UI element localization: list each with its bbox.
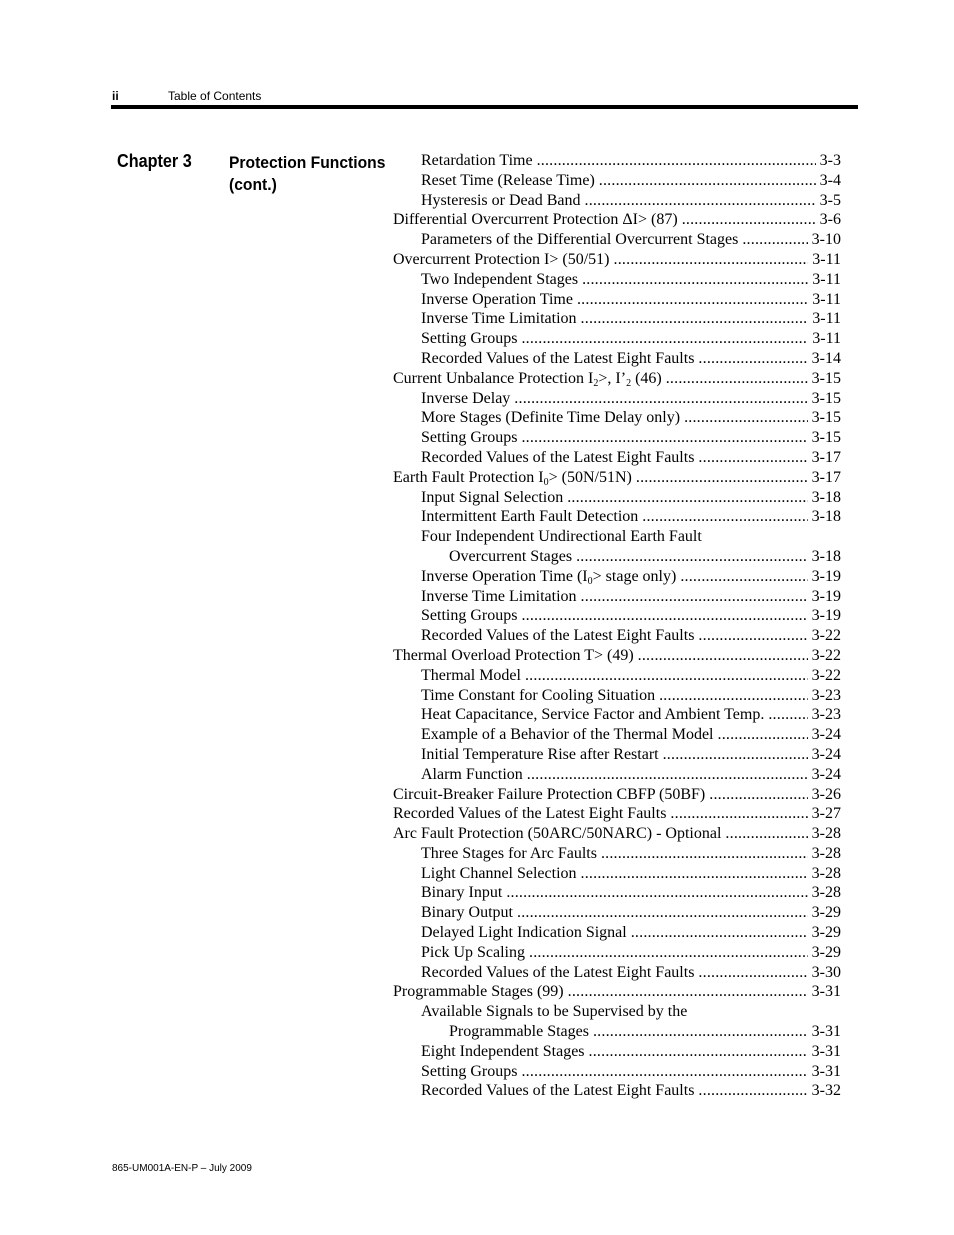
toc-entry-page: 3-19 xyxy=(811,567,841,585)
toc-entry-title: Reset Time (Release Time) xyxy=(421,171,595,189)
toc-dot-leader xyxy=(725,824,807,844)
toc-entry[interactable] xyxy=(393,606,841,626)
toc-dot-leader xyxy=(581,864,808,884)
toc-entry-title: Initial Temperature Rise after Restart xyxy=(421,745,659,763)
toc-entry-page: 3-15 xyxy=(811,429,841,447)
toc-dot-leader xyxy=(698,963,807,983)
toc-dot-leader xyxy=(698,626,807,646)
toc-entry-page: 3-4 xyxy=(819,171,841,189)
toc-entry-page: 3-18 xyxy=(811,488,841,506)
toc-entry-page: 3-3 xyxy=(819,152,841,169)
toc-entry[interactable] xyxy=(393,171,841,191)
toc-entry-title: Inverse Operation Time ($I_0>$ stage only) xyxy=(421,567,677,587)
toc-entry[interactable] xyxy=(393,1002,841,1022)
toc-entry-title: Differential Overcurrent Protection ΔI> (87) xyxy=(393,211,678,229)
toc-entry-title: Available Signals to be Supervised by the xyxy=(421,1003,688,1021)
toc-entry-title: Four Independent Undirectional Earth Fault xyxy=(421,528,702,546)
toc-entry-title: Arc Fault Protection (50ARC/50NARC) - Optional xyxy=(393,825,722,843)
toc-entry[interactable] xyxy=(393,309,841,329)
toc-entry-page: 3-19 xyxy=(811,607,841,625)
toc-entry-page: 3-31 xyxy=(811,1042,841,1060)
toc-entry-title: Input Signal Selection xyxy=(421,488,564,506)
toc-entry-title: Heat Capacitance, Service Factor and Ambient Temp. xyxy=(421,706,765,724)
toc-entry-title: Thermal Overload Protection T> (49) xyxy=(393,646,634,664)
toc-dot-leader xyxy=(577,290,808,310)
toc-entry-page: 3-26 xyxy=(811,785,841,803)
toc-entry-page: 3-11 xyxy=(812,250,841,268)
toc-entry[interactable] xyxy=(393,943,841,963)
toc-entry[interactable] xyxy=(393,567,841,587)
toc-entry-title: Example of a Behavior of the Thermal Model xyxy=(421,726,714,744)
toc-entry-title: Binary Input xyxy=(421,884,503,902)
header-page-number: ii xyxy=(112,89,119,103)
toc-dot-leader xyxy=(601,844,808,864)
toc-dot-leader xyxy=(680,567,807,587)
toc-entry-page: 3-6 xyxy=(819,211,841,229)
toc-dot-leader xyxy=(593,1022,808,1042)
toc-dot-leader xyxy=(521,329,808,349)
toc-entry-page: 3-15 xyxy=(811,369,841,387)
toc-entry-page: 3-31 xyxy=(811,1023,841,1041)
toc-entry-page: 3-18 xyxy=(811,508,841,526)
toc-entry-page: 3-27 xyxy=(811,805,841,823)
toc-entry[interactable] xyxy=(393,626,841,646)
toc-entry[interactable] xyxy=(393,428,841,448)
header-rule xyxy=(111,105,858,109)
toc-entry[interactable] xyxy=(393,804,841,824)
toc-entry[interactable] xyxy=(393,230,841,250)
toc-entry-page: 3-24 xyxy=(811,765,841,783)
toc-entry[interactable] xyxy=(393,982,841,1002)
toc-entry-title: Circuit-Breaker Failure Protection CBFP (50BF) xyxy=(393,785,706,803)
toc-entry[interactable] xyxy=(393,923,841,943)
toc-entry-title: Recorded Values of the Latest Eight Faults xyxy=(421,963,695,981)
toc-entry-title: Alarm Function xyxy=(421,765,523,783)
toc-entry-title: Recorded Values of the Latest Eight Faults xyxy=(421,448,695,466)
toc-entry-title: Parameters of the Differential Overcurrent Stages xyxy=(421,231,739,249)
toc-entry[interactable] xyxy=(393,527,841,547)
toc-entry-title: Current Unbalance Protection $I_2>$, $I’_2$ (46) xyxy=(393,369,662,389)
toc-entry-title: Eight Independent Stages xyxy=(421,1042,585,1060)
toc-entry-title: Intermittent Earth Fault Detection xyxy=(421,508,639,526)
toc-entry-title: Setting Groups xyxy=(421,429,518,447)
toc-dot-leader xyxy=(768,705,807,725)
toc-entry-title: Recorded Values of the Latest Eight Faults xyxy=(421,627,695,645)
toc-entry-page: 3-15 xyxy=(811,389,841,407)
toc-entry-page: 3-31 xyxy=(811,983,841,1001)
toc-dot-leader xyxy=(521,428,807,448)
toc-entry-page: 3-18 xyxy=(811,547,841,565)
toc-entry[interactable] xyxy=(393,705,841,725)
toc-entry-page: 3-32 xyxy=(811,1082,841,1100)
toc-entry-page: 3-29 xyxy=(811,943,841,961)
toc-entry-title: Inverse Operation Time xyxy=(421,290,573,308)
toc-dot-leader xyxy=(537,151,816,171)
toc-dot-leader xyxy=(659,686,808,706)
toc-entry-title: Thermal Model xyxy=(421,666,521,684)
toc-entry-title: Programmable Stages (99) xyxy=(393,983,564,1001)
toc-entry[interactable] xyxy=(393,1062,841,1082)
toc-dot-leader xyxy=(666,369,808,389)
toc-entry-title: Setting Groups xyxy=(421,607,518,625)
toc-entry[interactable] xyxy=(393,883,841,903)
toc-entry[interactable] xyxy=(393,1081,841,1101)
toc-entry-page: 3-24 xyxy=(811,726,841,744)
toc-dot-leader xyxy=(581,587,808,607)
toc-entry-page: 3-22 xyxy=(811,646,841,664)
toc-entry-title: Setting Groups xyxy=(421,1062,518,1080)
footer-publication: 865-UM001A-EN-P – July 2009 xyxy=(112,1163,252,1174)
toc-dot-leader xyxy=(642,507,807,527)
toc-entry-page: 3-11 xyxy=(812,330,841,348)
toc-entry-page: 3-17 xyxy=(811,468,841,486)
toc-entry[interactable] xyxy=(393,191,841,211)
toc-entry-title: Hysteresis or Dead Band xyxy=(421,191,581,209)
chapter-label: Chapter 3 xyxy=(117,151,192,171)
toc-entry[interactable] xyxy=(393,824,841,844)
toc-entry[interactable] xyxy=(393,864,841,884)
toc-entry-page: 3-17 xyxy=(811,448,841,466)
toc-dot-leader xyxy=(599,171,816,191)
toc-entry[interactable] xyxy=(393,389,841,409)
toc-dot-leader xyxy=(684,408,808,428)
toc-entry[interactable] xyxy=(393,844,841,864)
toc-dot-leader xyxy=(742,230,807,250)
toc-entry[interactable] xyxy=(393,270,841,290)
toc-dot-leader xyxy=(698,1081,807,1101)
toc-entry-title: Programmable Stages xyxy=(449,1023,589,1041)
toc-entry[interactable] xyxy=(393,349,841,369)
toc-dot-leader xyxy=(709,785,807,805)
section-title: Protection Functions (cont.) xyxy=(229,153,386,194)
toc-entry-page: 3-22 xyxy=(811,666,841,684)
toc-entry-title: Binary Output xyxy=(421,904,513,922)
toc-dot-leader xyxy=(614,250,809,270)
table-of-contents xyxy=(393,151,841,1101)
toc-entry-page: 3-29 xyxy=(811,904,841,922)
toc-dot-leader xyxy=(529,943,808,963)
toc-entry-title: More Stages (Definite Time Delay only) xyxy=(421,409,681,427)
toc-entry-page: 3-24 xyxy=(811,745,841,763)
toc-entry-title: Earth Fault Protection $I_0> (50N/51N)$ xyxy=(393,468,632,488)
header-running-title: Table of Contents xyxy=(168,89,262,103)
toc-dot-leader xyxy=(698,448,807,468)
toc-dot-leader xyxy=(682,210,816,230)
toc-entry[interactable] xyxy=(393,785,841,805)
toc-entry-title: Overcurrent Stages xyxy=(449,547,573,565)
toc-entry-title: Retardation Time xyxy=(421,152,533,169)
toc-entry-page: 3-15 xyxy=(811,409,841,427)
toc-entry[interactable] xyxy=(393,666,841,686)
toc-entry-page: 3-14 xyxy=(811,349,841,367)
toc-entry-page: 3-5 xyxy=(819,191,841,209)
toc-dot-leader xyxy=(663,745,808,765)
toc-dot-leader xyxy=(589,1042,808,1062)
toc-entry[interactable] xyxy=(393,903,841,923)
toc-entry[interactable] xyxy=(393,468,841,488)
toc-entry-title: Time Constant for Cooling Situation xyxy=(421,686,656,704)
toc-entry[interactable] xyxy=(393,963,841,983)
toc-dot-leader xyxy=(521,1062,807,1082)
toc-entry-title: Recorded Values of the Latest Eight Faults xyxy=(421,1082,695,1100)
toc-dot-leader xyxy=(636,468,808,488)
toc-entry[interactable] xyxy=(393,1042,841,1062)
toc-entry-page: 3-28 xyxy=(811,825,841,843)
toc-entry-title: Delayed Light Indication Signal xyxy=(421,924,627,942)
toc-entry-title: Light Channel Selection xyxy=(421,864,577,882)
toc-entry-title: Three Stages for Arc Faults xyxy=(421,844,597,862)
toc-entry[interactable] xyxy=(393,646,841,666)
toc-entry-title: Pick Up Scaling xyxy=(421,943,525,961)
toc-entry[interactable] xyxy=(393,151,841,171)
toc-entry-page: 3-28 xyxy=(811,884,841,902)
toc-dot-leader xyxy=(576,547,808,567)
toc-dot-leader xyxy=(718,725,808,745)
toc-entry[interactable] xyxy=(393,290,841,310)
toc-dot-leader xyxy=(521,606,807,626)
toc-entry[interactable] xyxy=(393,250,841,270)
toc-dot-leader xyxy=(525,666,808,686)
toc-dot-leader xyxy=(585,191,816,211)
toc-entry[interactable] xyxy=(393,587,841,607)
toc-entry-page: 3-11 xyxy=(812,270,841,288)
toc-dot-leader xyxy=(567,488,807,508)
toc-dot-leader xyxy=(581,309,809,329)
toc-entry-page: 3-23 xyxy=(811,686,841,704)
toc-entry-page: 3-11 xyxy=(812,290,841,308)
toc-dot-leader xyxy=(506,883,807,903)
toc-entry-title: Inverse Time Limitation xyxy=(421,310,577,328)
toc-dot-leader xyxy=(568,982,808,1002)
toc-entry[interactable] xyxy=(393,686,841,706)
toc-entry-page: 3-28 xyxy=(811,844,841,862)
toc-entry-title: Two Independent Stages xyxy=(421,270,579,288)
toc-entry-page: 3-10 xyxy=(811,231,841,249)
toc-entry[interactable] xyxy=(393,745,841,765)
toc-entry-page: 3-22 xyxy=(811,627,841,645)
toc-entry[interactable] xyxy=(393,507,841,527)
toc-entry-title: Inverse Delay xyxy=(421,389,511,407)
toc-dot-leader xyxy=(527,765,808,785)
toc-entry-title: Overcurrent Protection I> (50/51) xyxy=(393,250,610,268)
toc-entry[interactable] xyxy=(393,488,841,508)
toc-dot-leader xyxy=(698,349,807,369)
toc-entry-title: Inverse Time Limitation xyxy=(421,587,577,605)
toc-entry-title: Recorded Values of the Latest Eight Faults xyxy=(421,349,695,367)
toc-dot-leader xyxy=(670,804,807,824)
toc-entry-page: 3-19 xyxy=(811,587,841,605)
toc-entry[interactable] xyxy=(393,210,841,230)
toc-entry-page: 3-28 xyxy=(811,864,841,882)
toc-entry[interactable] xyxy=(393,448,841,468)
toc-entry-page: 3-23 xyxy=(811,706,841,724)
toc-entry-title: Recorded Values of the Latest Eight Faults xyxy=(393,805,667,823)
toc-entry-page: 3-30 xyxy=(811,963,841,981)
toc-dot-leader xyxy=(514,389,807,409)
toc-dot-leader xyxy=(517,903,808,923)
toc-entry-page: 3-29 xyxy=(811,924,841,942)
toc-entry-page: 3-11 xyxy=(812,310,841,328)
toc-dot-leader xyxy=(631,923,808,943)
toc-entry[interactable] xyxy=(393,1022,841,1042)
toc-entry[interactable] xyxy=(393,547,841,567)
toc-entry[interactable] xyxy=(393,725,841,745)
toc-entry[interactable] xyxy=(393,329,841,349)
toc-entry[interactable] xyxy=(393,369,841,389)
toc-entry-title: Setting Groups xyxy=(421,330,518,348)
toc-entry[interactable] xyxy=(393,765,841,785)
toc-entry[interactable] xyxy=(393,408,841,428)
toc-dot-leader xyxy=(582,270,808,290)
toc-entry-page: 3-31 xyxy=(811,1062,841,1080)
toc-dot-leader xyxy=(638,646,808,666)
